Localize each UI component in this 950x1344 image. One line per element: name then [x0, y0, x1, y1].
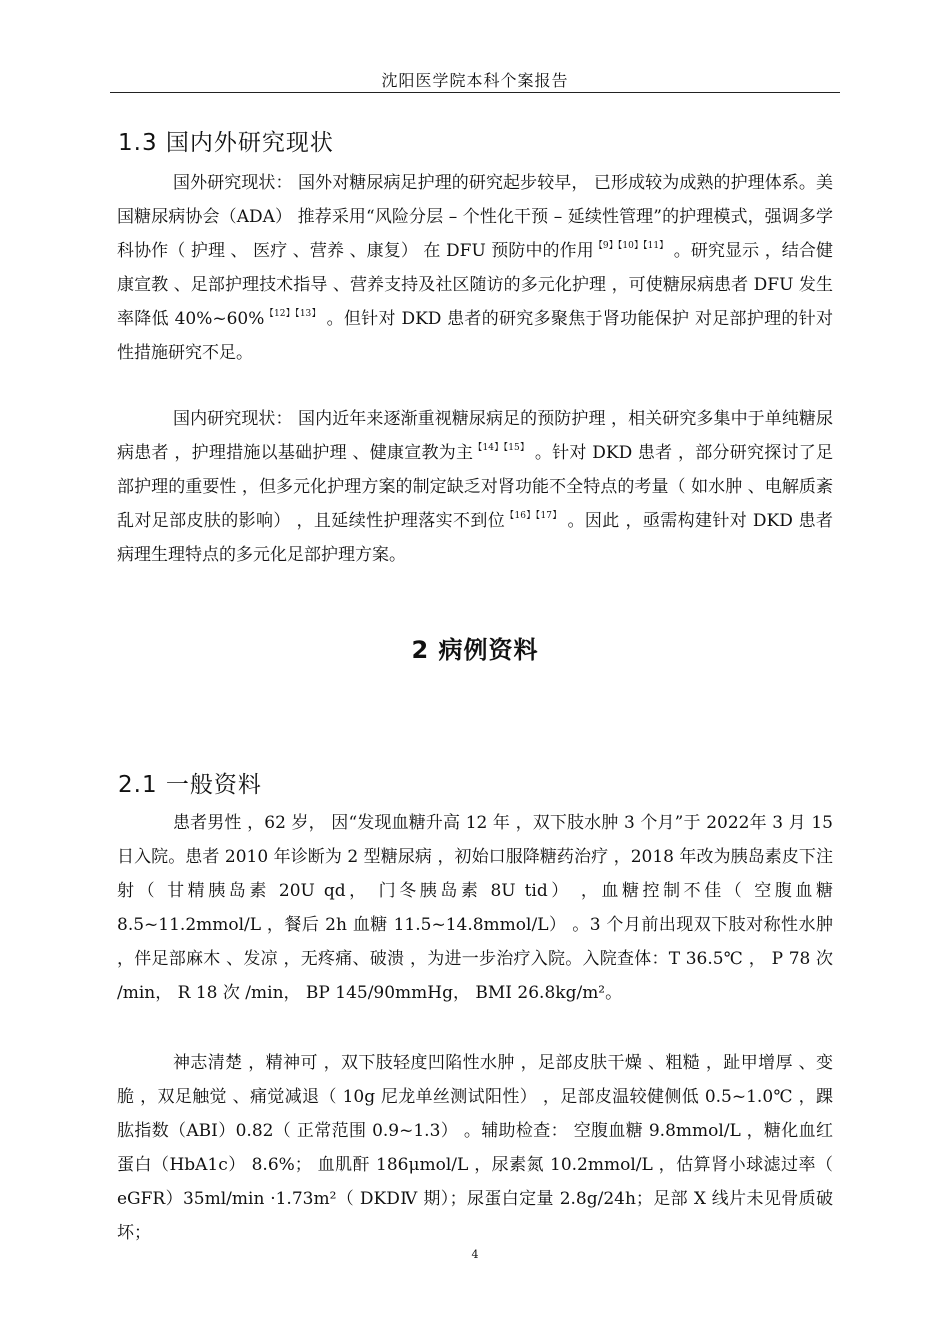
text-run: 。因此 ，亟需构建针对 DKD 患者病理生理特点的多元化足部护理方案。 [117, 511, 834, 565]
citation-ref: 【12】【13】 [264, 309, 321, 319]
citation-ref: 【9】【10】【11】 [593, 241, 669, 251]
paragraph-foreign-research [117, 166, 833, 370]
citation-ref: 【16】【17】 [505, 511, 562, 521]
text-run: 。针对 DKD 患者 ，部分研究探讨了足部护理的重要性 ，但多元化护理方案的制定缺乏对肾功能不全特点的考量（ 如水肿 、电解质紊乱对足部皮肤的影响） ，且延续性护理落实不到位 [117, 443, 834, 531]
text-run: 国外研究现状： 国外对糖尿病足护理的研究起步较早， 已形成较为成熟的护理体系。美国糖尿病协会（ADA） 推荐采用“风险分层 – 个性化干预 – 延续性管理”的护理模式，强调多学科协作（ 护理 、 医疗 、营养 、康复） 在 DFU 预防中的作用 [117, 173, 833, 261]
page-number: 4 [471, 1248, 479, 1261]
paragraph-domestic-research [117, 402, 833, 572]
section-heading-1-3: 1.3 国内外研究现状 [118, 130, 334, 156]
text-run: 。研究显示 ，结合健康宣教 、足部护理技术指导 、营养支持及社区随访的多元化护理 ，可使糖尿病患者 DFU 发生率降低 40%~60% [117, 241, 833, 329]
paragraph-patient-history: 患者男性 ，62 岁， 因“发现血糖升高 12 年 ，双下肢水肿 3 个月”于 2022年 3 月 15 日入院。患者 2010 年诊断为 2 型糖尿病 ，初始口服降糖药治疗 ，2018 年改为胰岛素皮下注射（ 甘精胰岛素 20U qd， 门冬胰岛素 8U tid） ，血糖控制不佳（ 空腹血糖 8.5~11.2mmol/L ，餐后 2h 血糖 11.5~14.8mmol/L） 。3 个月前出现双下肢对称性水肿 ，伴足部麻木 、发凉 ，无疼痛、破溃 ，为进一步治疗入院。入院查体：T 36.5℃ ， P 78 次 /min， R 18 次 /min， BP 145/90mmHg， BMI 26.8kg/m²。 [117, 813, 833, 1003]
citation-ref: 【14】【15】 [473, 443, 530, 453]
paragraph-examination: 神志清楚 ，精神可 ，双下肢轻度凹陷性水肿 ，足部皮肤干燥 、粗糙 ，趾甲增厚 、变脆 ，双足触觉 、痛觉减退（ 10g 尼龙单丝测试阳性） ，足部皮温较健侧低 0.5~1.0℃ ，踝肱指数（ABI）0.82（ 正常范围 0.9~1.3） 。辅助检查： 空腹血糖 9.8mmol/L ，糖化血红蛋白（HbA1c） 8.6%； 血肌酐 186μmol/L ，尿素氮 10.2mmol/L ，估算肾小球滤过率（ eGFR）35ml/min ·1.73m²（ DKDⅣ 期）；尿蛋白定量 2.8g/24h；足部 X 线片未见骨质破坏； [117, 1053, 833, 1243]
text-run: 国内研究现状： 国内近年来逐渐重视糖尿病足的预防护理 ，相关研究多集中于单纯糖尿病患者 ，护理措施以基础护理 、健康宣教为主 [117, 409, 833, 463]
page-header: 沈阳医学院本科个案报告 [381, 71, 569, 90]
header-divider [110, 92, 840, 93]
text-run: 。但针对 DKD 患者的研究多聚焦于肾功能保护 对足部护理的针对性措施研究不足。 [117, 309, 834, 363]
section-heading-2-1: 2.1 一般资料 [118, 772, 262, 798]
chapter-heading-2: 2 病例资料 [411, 636, 539, 664]
